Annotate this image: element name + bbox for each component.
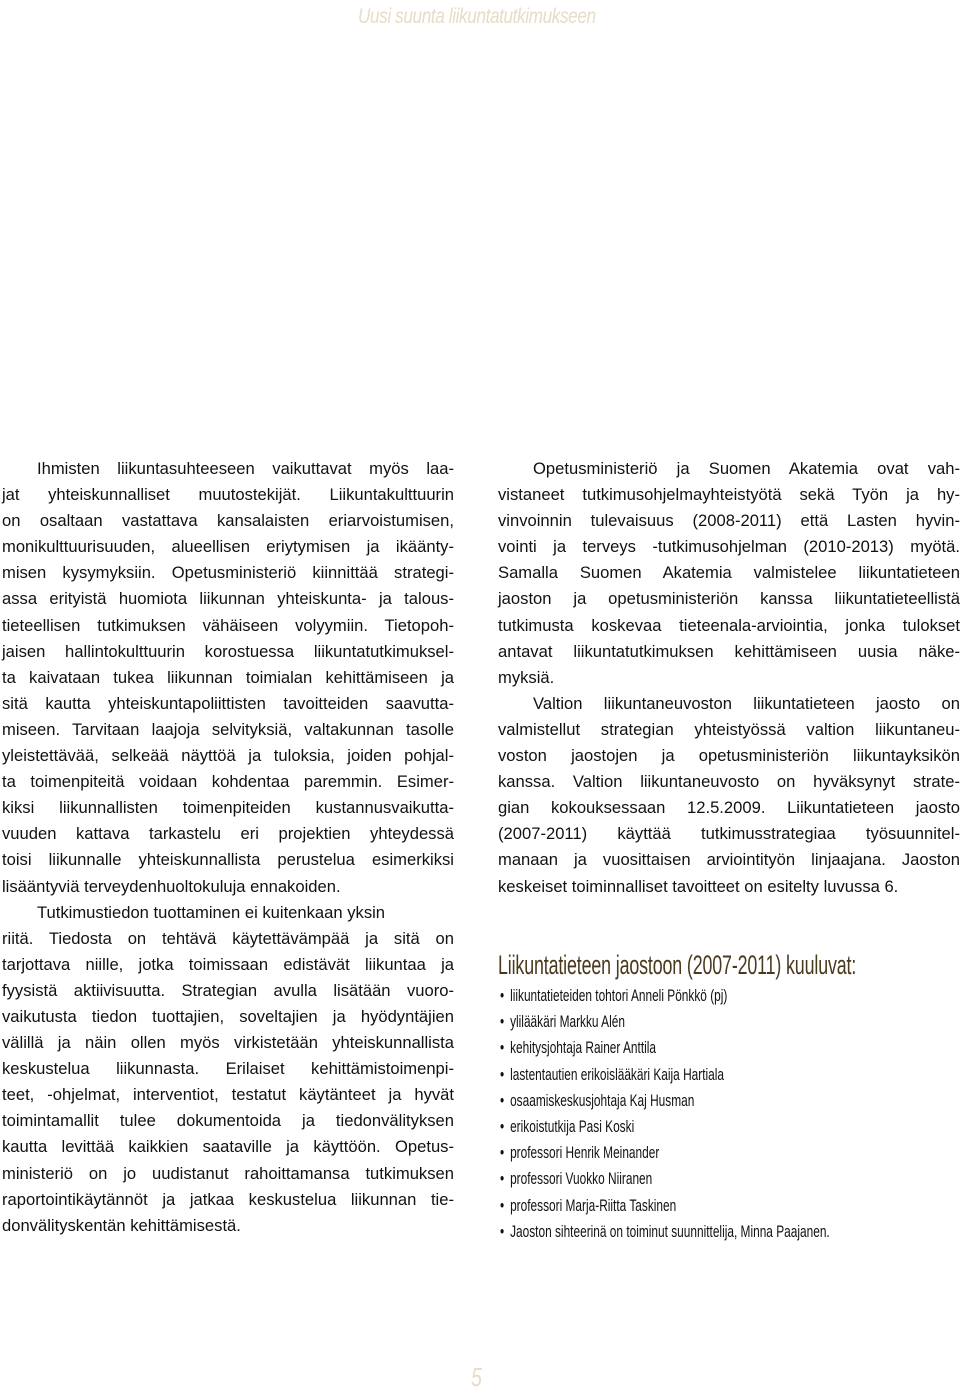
text-line: keskustelua liikunnasta. Erilaiset kehittämistoimenpi- xyxy=(2,1059,454,1079)
text-line: monikulttuurisuuden, alueellisen eriytymisen ja ikäänty- xyxy=(2,537,454,557)
text-line: Opetusministeriö ja Suomen Akatemia ovat vah- xyxy=(533,459,960,478)
running-head: Uusi suunta liikuntatutkimukseen xyxy=(358,5,596,28)
members-list xyxy=(500,983,958,1245)
member-list-item xyxy=(500,1088,830,1114)
text-line: kanssa. Valtion liikuntaneuvosto on hyväksynyt strate- xyxy=(498,772,960,792)
member-list-item xyxy=(500,1166,830,1192)
bullet-icon: • xyxy=(500,1091,505,1110)
bullet-icon: • xyxy=(500,1117,505,1136)
text-line: antavat liikuntatutkimuksen kehittämiseen uusia näke- xyxy=(498,641,960,661)
bullet-icon: • xyxy=(500,1144,505,1163)
text-line: fyysistä aktiivisuutta. Strategian avulla lisätään vuoro- xyxy=(2,980,454,1000)
text-line: misen kysymyksiin. Opetusministeriö kiinnittää strategi- xyxy=(2,563,454,583)
bullet-icon: • xyxy=(500,1039,505,1058)
text-line: raportointikäytännöt ja jatkaa keskustelua liikunnan tie- xyxy=(2,1189,454,1209)
member-list-item xyxy=(500,1009,830,1035)
member-text: lastentautien erikoislääkäri Kaija Hartiala xyxy=(510,1065,725,1084)
text-line: tutkimusta koskevaa tieteenala-arviointia, jonka tulokset xyxy=(498,615,960,635)
text-line: lisääntyviä terveydenhuoltokuluja ennakoiden. xyxy=(2,876,341,896)
bullet-icon: • xyxy=(500,1170,505,1189)
text-line: voston jaostojen ja opetusministeriön liikuntayksikön xyxy=(498,746,960,766)
text-line: keskeiset toiminnalliset tavoitteet on esitelty luvussa 6. xyxy=(498,876,899,896)
text-line: yleistettävää, selkeää näyttöä ja tuloksia, joiden pohjal- xyxy=(2,746,454,766)
text-line: Valtion liikuntaneuvoston liikuntatieteen jaosto on xyxy=(533,693,960,713)
text-line: miseen. Tarvitaan laajoja selvityksiä, valtakunnan tasolle xyxy=(2,719,454,739)
page-number: 5 xyxy=(471,1362,482,1392)
member-text: professori Henrik Meinander xyxy=(510,1144,660,1163)
text-line: riitä. Tiedosta on tehtävä käytettävämpää ja sitä on xyxy=(2,928,454,948)
member-list-item xyxy=(500,1140,830,1166)
text-line: vointi ja terveys -tutkimusohjelman (2010-2013) myötä. xyxy=(498,537,960,557)
text-line: vaikutusta tiedon tuottajien, soveltajien ja hyödyntäjien xyxy=(2,1006,454,1026)
text-line: manaan ja vuosittaisen arviointityön linjaajana. Jaoston xyxy=(498,850,960,870)
text-line: tarjottava niille, jotka toimissaan edistävät liikuntaa ja xyxy=(2,954,454,974)
text-line: donvälityskentän kehittämisestä. xyxy=(2,1215,241,1235)
text-line: kiksi liikunnallisten toimenpiteiden kustannusvaikutta- xyxy=(2,798,454,818)
text-line: jaoston ja opetusministeriön kanssa liikuntatieteellistä xyxy=(498,589,960,609)
bullet-icon: • xyxy=(500,987,505,1005)
member-text: professori Marja-Riitta Taskinen xyxy=(510,1196,677,1215)
text-line: toisi liikunnalle yhteiskunnallista perustelua esimerkiksi xyxy=(2,850,454,870)
text-line: ta kaivataan tukea liikunnan toimialan kehittämiseen ja xyxy=(2,667,454,687)
member-text: liikuntatieteiden tohtori Anneli Pönkkö (pj) xyxy=(510,987,728,1005)
member-list-item xyxy=(500,983,830,1009)
bullet-icon: • xyxy=(500,1222,505,1241)
bullet-icon: • xyxy=(500,1013,505,1032)
text-line: assa erityistä huomiota liikunnan yhteiskunta- ja talous- xyxy=(2,589,454,609)
text-line: vinvoinnin tulevaisuus (2008-2011) että Lasten hyvin- xyxy=(498,511,960,531)
text-line: tieteellisen tutkimuksen vähäiseen volyymiin. Tietopoh- xyxy=(2,615,454,635)
member-list-item xyxy=(500,1035,830,1061)
text-line: gian kokouksessaan 12.5.2009. Liikuntatieteen jaosto xyxy=(498,798,960,818)
text-line: vistaneet tutkimusohjelmayhteistyötä sekä Työn ja hy- xyxy=(498,485,960,505)
text-line: myksiä. xyxy=(498,667,555,687)
text-line: jat yhteiskunnalliset muutostekijät. Liikuntakulttuurin xyxy=(2,485,454,505)
text-line: Ihmisten liikuntasuhteeseen vaikuttavat myös laa- xyxy=(37,459,454,478)
member-list-item xyxy=(500,1114,830,1140)
right-column-body-text xyxy=(498,456,960,900)
text-line: ministeriö on jo uudistanut rahoittamansa tutkimuksen xyxy=(2,1163,454,1183)
member-list-item xyxy=(500,1193,830,1219)
text-line: on osaltaan vastattava kansalaisten eriarvoistumisen, xyxy=(2,511,454,531)
members-heading: Liikuntatieteen jaostoon (2007-2011) kuuluvat: xyxy=(498,950,857,980)
text-line: välillä ja näin ollen myös virkistetään yhteiskunnallista xyxy=(2,1033,454,1053)
text-line: Samalla Suomen Akatemia valmistelee liikuntatieteen xyxy=(498,563,960,583)
text-line: teet, -ohjelmat, interventiot, testatut käytänteet ja hyvät xyxy=(2,1085,454,1105)
member-list-item xyxy=(500,1062,830,1088)
member-list-item xyxy=(500,1219,830,1245)
member-text: professori Vuokko Niiranen xyxy=(510,1170,653,1189)
text-line: (2007-2011) käyttää tutkimusstrategiaa työsuunnitel- xyxy=(498,824,960,844)
text-line: sitä kautta yhteiskuntapoliittisten tavoitteiden saavutta- xyxy=(2,693,454,713)
member-text: ylilääkäri Markku Alén xyxy=(510,1013,625,1032)
text-line: ta toimenpiteitä voidaan kohdentaa paremmin. Esimer- xyxy=(2,772,454,792)
bullet-icon: • xyxy=(500,1196,505,1215)
text-line: toimintamallit tulee dokumentoida ja tiedonvälityksen xyxy=(2,1111,454,1131)
bullet-icon: • xyxy=(500,1065,505,1084)
member-text: osaamiskeskusjohtaja Kaj Husman xyxy=(510,1091,695,1110)
text-line: valmistellut strategian yhteistyössä valtion liikuntaneu- xyxy=(498,719,960,739)
text-line: jaisen hallintokulttuurin korostuessa liikuntatutkimuksel- xyxy=(2,641,454,661)
text-line: vuuden kattava tarkastelu eri projektien yhteydessä xyxy=(2,824,454,844)
text-line: Tutkimustiedon tuottaminen ei kuitenkaan yksin xyxy=(37,902,386,922)
member-text: Jaoston sihteerinä on toiminut suunnittelija, Minna Paajanen. xyxy=(510,1222,830,1241)
member-text: kehitysjohtaja Rainer Anttila xyxy=(510,1039,657,1058)
left-column-body-text xyxy=(2,456,454,1239)
member-text: erikoistutkija Pasi Koski xyxy=(510,1117,635,1136)
text-line: kautta levittää kaikkien saataville ja käyttöön. Opetus- xyxy=(2,1137,454,1157)
